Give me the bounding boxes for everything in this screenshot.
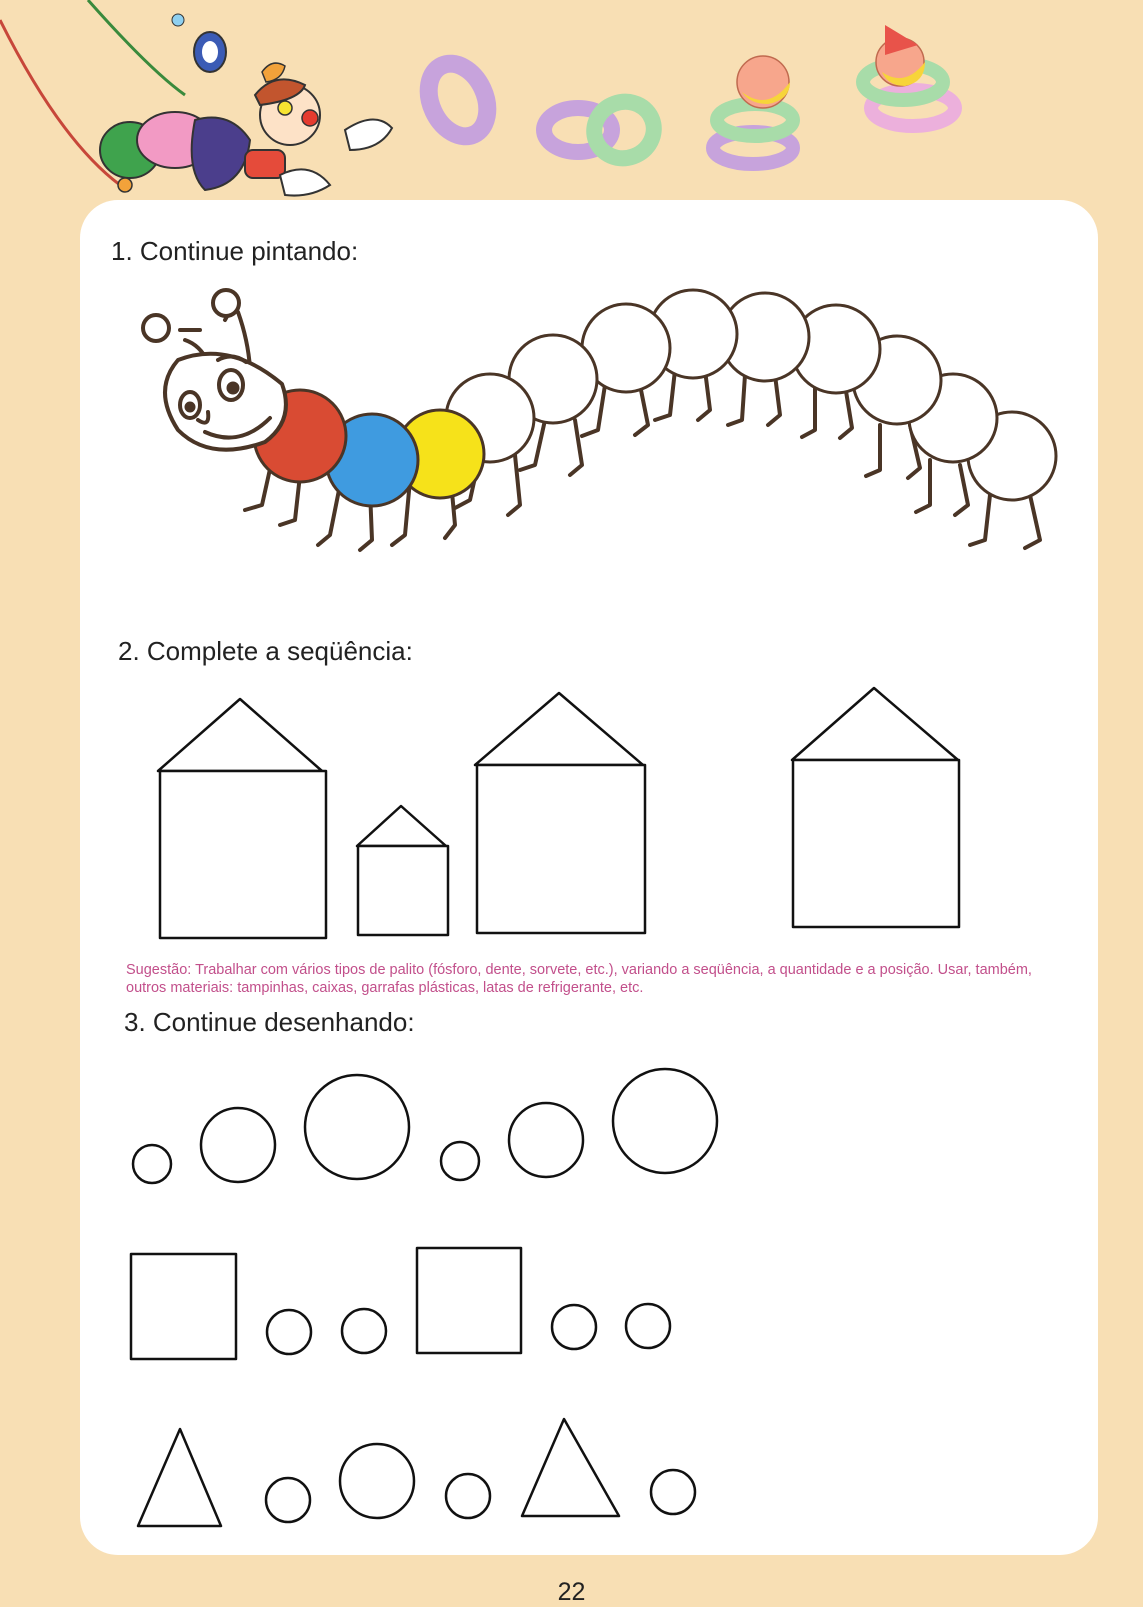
header-illustration	[0, 0, 1143, 215]
exercise-2-title: 2. Complete a seqüência:	[118, 636, 413, 666]
exercise-3-title: 3. Continue desenhando:	[124, 1007, 415, 1037]
worksheet-panel	[80, 200, 1098, 1555]
swing-rope-icon	[88, 0, 185, 95]
teacher-suggestion: Sugestão: Trabalhar com vários tipos de palito (fósforo, dente, sorvete, etc.), variando a seqüência, a quantidade e a posição. Usar, também, outros materiais: tampinhas, caixas, garrafas plásticas, latas de refrigerante, etc.	[126, 961, 1032, 996]
ring-icon	[713, 56, 793, 164]
ring-icon	[544, 93, 662, 166]
page-number: 22	[557, 1578, 586, 1606]
clown-icon	[100, 14, 392, 196]
exercise-1-title: 1. Continue pintando:	[111, 236, 359, 266]
ring-icon	[863, 25, 955, 126]
ring-icon	[417, 54, 498, 146]
